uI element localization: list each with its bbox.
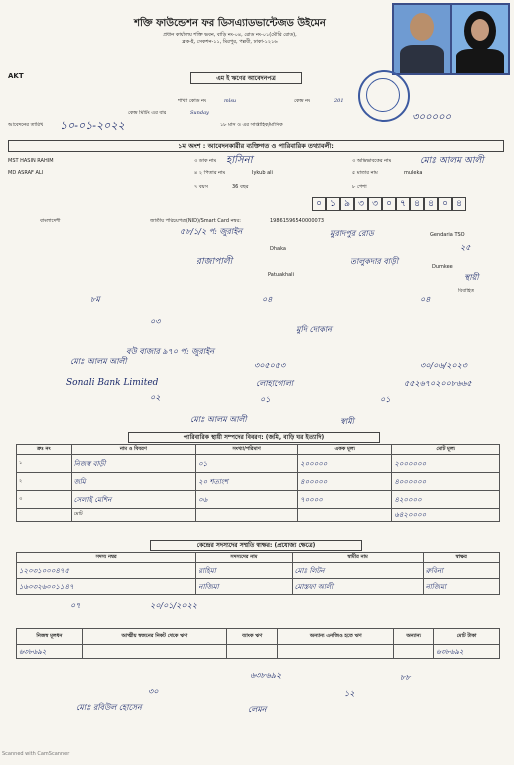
occupation-label: ৮ পেশা (352, 184, 367, 190)
cell: ১২০৩১০০০৪৭৫ (17, 563, 196, 579)
branch-value: mlsu (224, 98, 237, 104)
form-code: AKT (8, 72, 24, 80)
experience: ০৪ (420, 295, 431, 304)
table-row (17, 445, 500, 455)
education: ৮ম (90, 295, 100, 304)
mobile-digit: ৯ (340, 197, 354, 211)
female-photo (452, 5, 508, 73)
assets-table (16, 444, 500, 522)
cell (17, 509, 72, 522)
village: রাজাপালী (196, 257, 233, 267)
nick-label: ৩ ডাক নাম (194, 158, 217, 164)
full-time: ০১ (260, 395, 271, 404)
mobile-digit: ০ (312, 197, 326, 211)
bank-name: Sonali Bank Limited (66, 378, 159, 388)
col-husband-name: স্বামীর নাম (292, 553, 423, 563)
mother-value: muleka (404, 170, 423, 176)
income-value: ৩০৫০৫৩ (254, 361, 286, 370)
mobile-number-boxes (312, 197, 466, 211)
apply-date-label: আবেদনের তারিখ (8, 122, 44, 128)
mobile-digit: ০ (438, 197, 452, 211)
table-row (17, 473, 500, 491)
table-row (17, 579, 500, 595)
cell (298, 509, 392, 522)
cell (278, 645, 394, 659)
cell: জমি (71, 473, 195, 491)
table-row (17, 553, 500, 563)
capital-table (16, 628, 500, 659)
applicant-photos (392, 3, 510, 75)
table-row (17, 629, 500, 645)
col-bank-loan: ব্যাংক ঋণ (227, 629, 278, 645)
business-type: মুদি দোকান (296, 325, 332, 334)
loan-date: ২০/০১/২০২২ (150, 601, 197, 610)
name-en: MST HASIN RAHIM (8, 158, 54, 164)
cell: মোঃ লিটন (292, 563, 423, 579)
mobile-digit: ০ (382, 197, 396, 211)
cell: মোট (71, 509, 195, 522)
age-value: 36 বছর (232, 184, 249, 190)
installment-count: ০৭ (70, 601, 81, 610)
cell (196, 509, 298, 522)
nid-value: 19861596540000073 (270, 218, 325, 224)
loan-amount: ৩০০০০০ (412, 112, 452, 123)
table-row (17, 491, 500, 509)
cell: নাজিমা (196, 579, 292, 595)
center-label: কেন্দ্র নং (294, 98, 311, 104)
assets-title: পারিবারিক স্থায়ী সম্পদের বিবরণ: (জমি, বাড়ি ঘর ইত্যাদি) (128, 432, 380, 443)
cell (227, 645, 278, 659)
worker-count: ০৩ (150, 317, 161, 326)
cell: ৪০০০০০ (298, 473, 392, 491)
signer-name: মোঃ রবিউল হোসেন (76, 703, 142, 712)
cell: ৬৪২০০০০ (392, 509, 500, 522)
cell: ৬৩৮৬৯২ (17, 645, 83, 659)
table-row (17, 509, 500, 522)
col-relative-loan: আত্মীয় স্বজনের নিকট থেকে ঋণ (82, 629, 226, 645)
members-title: কেন্দ্রের সদস্যদের সম্মতি স্বাক্ষর: (প্রযোজ্য ক্ষেত্রে) (150, 540, 362, 551)
part-time: ০১ (380, 395, 391, 404)
apply-date: ১০-০১-২০২২ (60, 119, 125, 132)
present-address: ৫৮/১/২ প: জুরাইন (180, 227, 243, 236)
account-number: ৫৫২৬৭০২০০৮৬৬৫ (404, 379, 472, 388)
relation: স্বামী (340, 417, 354, 426)
present-road: মুরাদপুর রোড (330, 229, 374, 238)
mobile-digit: ৪ (452, 197, 466, 211)
dress-icon (456, 49, 504, 73)
district-2: Patuakhali (268, 272, 294, 278)
col-qty: সংখ্যা/পরিমাণ (196, 445, 298, 455)
table-row (17, 645, 500, 659)
cell: ০৬ (196, 491, 298, 509)
father-label: ৪ ২ পিতার নাম (194, 170, 226, 176)
branch-label: শাখা কোড নং (178, 98, 207, 104)
cell: ২০০০০০ (298, 455, 392, 473)
mobile-digit: ৪ (424, 197, 438, 211)
district: Dhaka (270, 246, 286, 252)
col-unit: একক মূল্য (298, 445, 392, 455)
male-photo (394, 5, 450, 73)
face-icon (471, 19, 489, 41)
cell: ৩ (17, 491, 72, 509)
age-label: ৭ বয়স (194, 184, 208, 190)
mobile-digit: ৭ (396, 197, 410, 211)
business-date: ৩০/০৬/২০২৩ (420, 361, 468, 370)
center-value: 201 (334, 98, 344, 104)
mobile-digit: ১ (326, 197, 340, 211)
cell: সেলাই মেশিন (71, 491, 195, 509)
col-other: অন্যান্য (394, 629, 434, 645)
col-total: মোট মূল্য (392, 445, 500, 455)
cell: নিজস্ব বাড়ী (71, 455, 195, 473)
col-desc: নাম ও বিবরণ (71, 445, 195, 455)
members-table (16, 552, 500, 595)
meeting-value: Sunday (190, 110, 209, 116)
scanner-watermark: Scanned with CamScanner (2, 751, 70, 757)
nick-value: হাসিনা (226, 155, 253, 166)
col-signature: স্বাক্ষর (423, 553, 499, 563)
business-address: বউ বাজার ৯৭০ প: জুরাইন (126, 347, 215, 356)
mobile-digit: ৪ (410, 197, 424, 211)
office-seal-icon (358, 70, 410, 122)
cell (82, 645, 226, 659)
face-icon (410, 13, 434, 41)
org-address-2: ব্লক-ই, সেকশন-১১, মিরপুর, পল্লবী, ঢাকা-১২১৬ (182, 39, 278, 45)
cell: ৬৩৮৬৯২ (434, 645, 500, 659)
guardian-label: ৩ অভিভাবকের নাম (352, 158, 392, 164)
cell: ২০০০০০০ (392, 455, 500, 473)
col-own-capital: নিজস্ব মূলধন (17, 629, 83, 645)
post-office: Gendaria TSO (430, 232, 465, 238)
total-capital: ৬৩৮৬৯২ (250, 671, 282, 680)
form-title: এম ই ঋণের আবেদনপত্র (190, 72, 302, 84)
cell: রাহিমা (196, 563, 292, 579)
business-owner: মোঃ আলম আলী (70, 357, 127, 366)
cell: ২ (17, 473, 72, 491)
table-row (17, 455, 500, 473)
org-title: শক্তি ফাউন্ডেশন ফর ডিসএ্যাডভান্টেজড উইমেন (134, 18, 326, 29)
table-row (17, 563, 500, 579)
years-living: ২৫ (460, 243, 471, 252)
husband-name: মোঃ আলম আলী (190, 415, 247, 424)
post-office-2: Dumkee (432, 264, 453, 270)
house-name: তালুকদার বাড়ী (350, 257, 399, 266)
guardian-value: মোঃ আলম আলী (420, 156, 484, 166)
father-en: MD ASRAF ALI (8, 170, 44, 176)
mother-label: ৫ মাতার নাম (352, 170, 378, 176)
family-workers: ০২ (150, 393, 161, 402)
marital-status: বিবাহিত (458, 288, 475, 294)
permanent-status: স্থায়ী (464, 273, 479, 282)
nationality-value: বাংলাদেশী (40, 218, 61, 224)
cell: ১ (17, 455, 72, 473)
cell: রুবিনা (423, 563, 499, 579)
col-ngo-loan: অন্যান্য এনজিও হতে ঋণ (278, 629, 394, 645)
cell: নাজিমা (423, 579, 499, 595)
col-member-no: সদস্য নম্বর (17, 553, 196, 563)
meeting-label: কেন্দ্র মিটিং এর বার (128, 110, 167, 116)
father-value: Iykub ali (252, 170, 273, 176)
cell: মোস্তফা আলী (292, 579, 423, 595)
daily-hours: ৩০ (148, 687, 159, 696)
family-members: ০৪ (262, 295, 273, 304)
org-address-1: প্রধান কার্যালয় শক্তি ভবন, বাড়ি নং-০৪, রোড নং-০১(মৌরি রোড), (163, 32, 297, 38)
mobile-digit: ৩ (368, 197, 382, 211)
weekly-value: ৮৮ (400, 673, 411, 682)
col-total: মোট টাকা (434, 629, 500, 645)
cell: ৪০০০০০০ (392, 473, 500, 491)
bank-branch: লোহাগোলা (256, 379, 294, 388)
cell: ৪২০০০০ (392, 491, 500, 509)
col-serial: ক্রঃ নং (17, 445, 72, 455)
col-member-name: সদস্যদের নাম (196, 553, 292, 563)
section1-title: ১ম অংশ : আবেদনকারীর ব্যক্তিগত ও পারিবারিক তথ্যাবলী: (8, 140, 504, 152)
witness-name: লেমন (248, 705, 267, 714)
work-hours: ১২ (344, 689, 355, 698)
cell: ৭০০০০ (298, 491, 392, 509)
nid-label: জাতীয় পরিচয়পত্র(NID)/Smart Card নম্বর: (150, 218, 241, 224)
cell: ২০ শতাংশ (196, 473, 298, 491)
mobile-digit: ৩ (354, 197, 368, 211)
shirt-icon (400, 45, 444, 73)
cell: ১৬০৩২৬০০১১৪৭ (17, 579, 196, 595)
cell: ০১ (196, 455, 298, 473)
cell (394, 645, 434, 659)
loan-duration: ১৮ মাস ও এর সাপ্তাহিক/মাসিক (220, 122, 283, 128)
